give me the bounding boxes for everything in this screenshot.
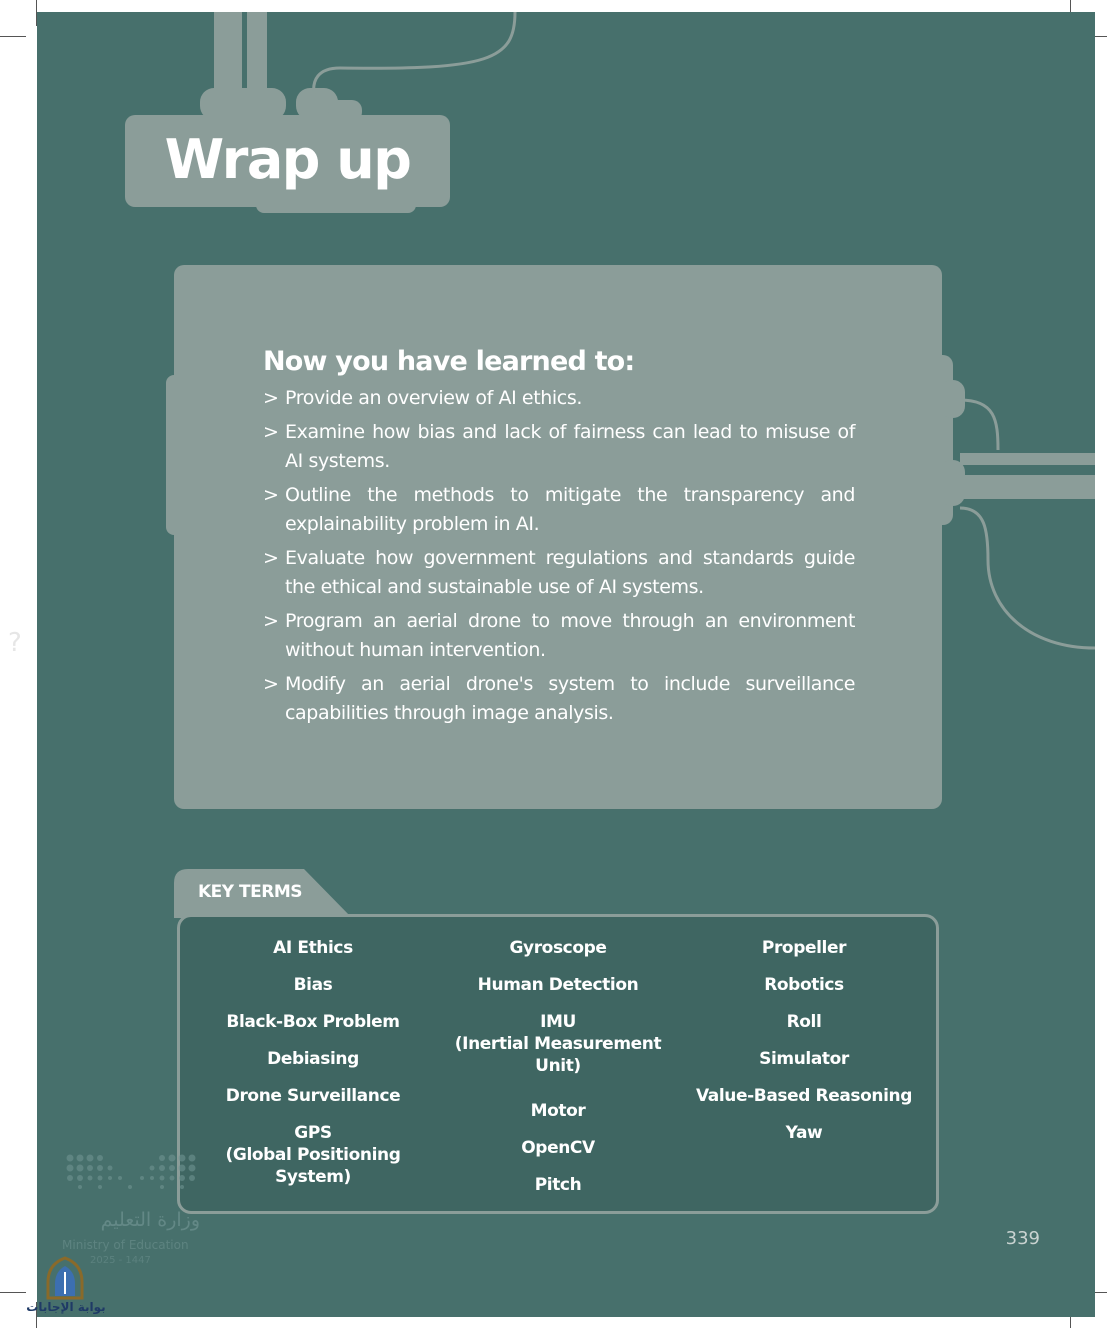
- ministry-arabic-name: وزارة التعليم: [100, 1209, 200, 1231]
- learning-outcomes-heading: Now you have learned to:: [263, 346, 635, 377]
- answers-portal-logo-icon: [40, 1254, 90, 1304]
- key-term: OpenCV: [521, 1138, 595, 1158]
- key-terms-column: [188, 937, 438, 1203]
- bullet-marker: >: [263, 484, 279, 506]
- key-term: Bias: [293, 975, 333, 995]
- key-terms-column: [433, 937, 683, 1211]
- list-item: [263, 384, 855, 413]
- learning-outcomes-list: [263, 384, 855, 733]
- key-term: Value-Based Reasoning: [695, 1086, 913, 1106]
- key-term: Simulator: [759, 1049, 849, 1069]
- key-term: Drone Surveillance: [225, 1086, 401, 1106]
- page-number: 339: [1005, 1228, 1040, 1249]
- key-terms-column: [679, 937, 929, 1159]
- key-term: Motor: [530, 1101, 586, 1121]
- key-term: GPS (Global Positioning System): [225, 1123, 401, 1187]
- list-item: [263, 544, 855, 602]
- answers-portal-watermark: بوابة الإجابات: [26, 1300, 106, 1314]
- list-item-text: Outline the methods to mitigate the transparency and explainability problem in AI.: [285, 484, 855, 535]
- page-title: Wrap up: [164, 128, 411, 191]
- key-term: Roll: [786, 1012, 822, 1032]
- bullet-marker: >: [263, 421, 279, 443]
- list-item-text: Modify an aerial drone's system to include surveillance capabilities through image analysis.: [285, 673, 855, 724]
- bullet-marker: >: [263, 387, 279, 409]
- key-term: Pitch: [534, 1175, 582, 1195]
- key-term: Yaw: [785, 1123, 823, 1143]
- bullet-marker: >: [263, 610, 279, 632]
- key-term: AI Ethics: [273, 938, 353, 958]
- list-item-text: Provide an overview of AI ethics.: [285, 387, 582, 409]
- list-item-text: Evaluate how government regulations and standards guide the ethical and sustainable use of AI systems.: [285, 547, 855, 598]
- key-terms-label: KEY TERMS: [198, 882, 302, 902]
- bullet-marker: >: [263, 547, 279, 569]
- ministry-english-name: Ministry of Education: [62, 1238, 189, 1252]
- list-item: [263, 607, 855, 665]
- key-term: IMU (Inertial Measurement Unit): [454, 1012, 662, 1076]
- list-item: [263, 481, 855, 539]
- key-term: Propeller: [761, 938, 847, 958]
- ministry-year: 2025 - 1447: [90, 1255, 151, 1266]
- key-term: Debiasing: [267, 1049, 359, 1069]
- list-item: [263, 418, 855, 476]
- list-item: [263, 670, 855, 728]
- ministry-dots-icon: [64, 1152, 200, 1190]
- key-term: Black-Box Problem: [226, 1012, 400, 1032]
- margin-mark: ?: [8, 628, 22, 658]
- key-term: Human Detection: [477, 975, 639, 995]
- key-term: Gyroscope: [509, 938, 607, 958]
- key-term: Robotics: [764, 975, 844, 995]
- bullet-marker: >: [263, 673, 279, 695]
- list-item-text: Program an aerial drone to move through an environment without human intervention.: [285, 610, 855, 661]
- list-item-text: Examine how bias and lack of fairness can lead to misuse of AI systems.: [285, 421, 855, 472]
